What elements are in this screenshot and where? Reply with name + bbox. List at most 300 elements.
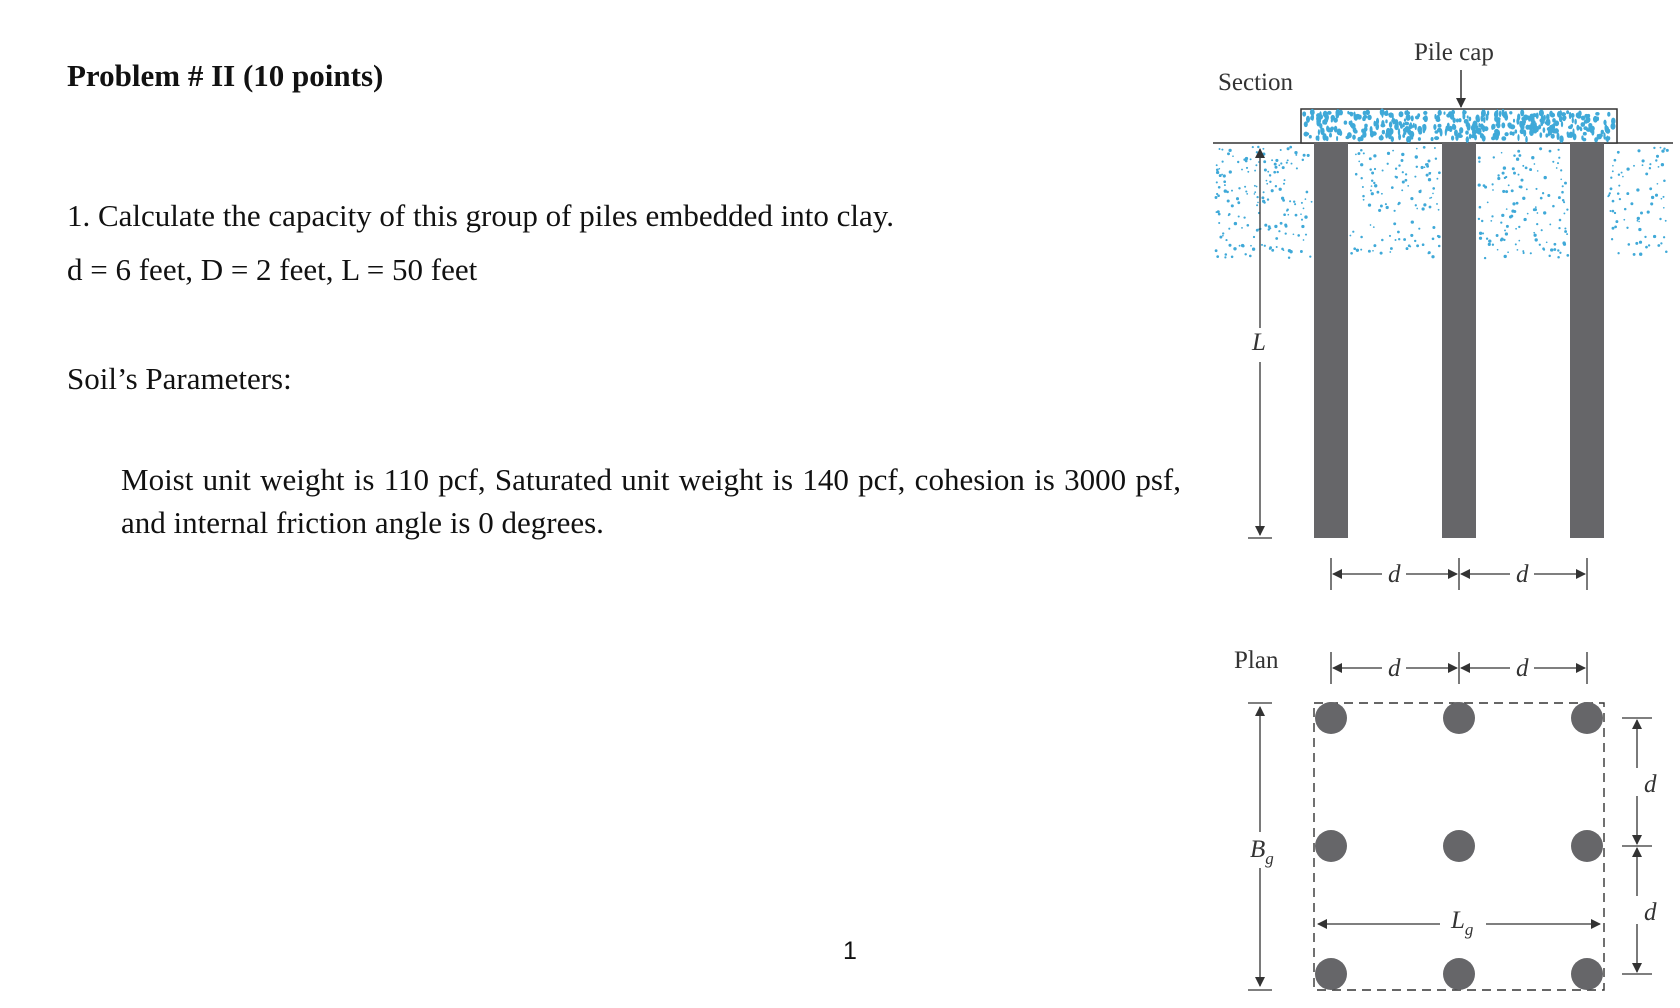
soil-speck: [1244, 186, 1246, 188]
soil-speck: [1508, 184, 1510, 186]
soil-speck: [1241, 227, 1243, 229]
soil-speck: [1246, 167, 1248, 169]
cap-aggregate: [1578, 126, 1581, 129]
soil-speck: [1492, 183, 1494, 185]
cap-aggregate: [1431, 137, 1434, 141]
soil-speck: [1257, 146, 1259, 148]
cap-aggregate: [1513, 119, 1515, 123]
cap-aggregate: [1559, 135, 1563, 143]
soil-speck: [1513, 154, 1516, 157]
cap-aggregate: [1373, 121, 1375, 127]
cap-aggregate: [1559, 110, 1562, 116]
soil-speck: [1612, 200, 1615, 203]
soil-speck: [1624, 208, 1627, 211]
cap-aggregate: [1610, 123, 1615, 130]
soil-speck: [1526, 188, 1528, 190]
cap-aggregate: [1607, 112, 1610, 117]
soil-speck: [1557, 149, 1559, 151]
section-view: [1213, 39, 1673, 590]
soil-speck: [1559, 219, 1562, 222]
soil-speck: [1219, 236, 1222, 239]
soil-speck: [1566, 233, 1568, 235]
cap-aggregate: [1595, 112, 1599, 116]
plan-pile-r1-c1: [1315, 702, 1347, 734]
soil-speck: [1279, 188, 1282, 191]
group-width-label: B: [1250, 836, 1266, 863]
soil-speck: [1560, 169, 1562, 171]
soil-speck: [1401, 159, 1404, 162]
soil-speck: [1559, 252, 1561, 254]
soil-speck: [1373, 154, 1376, 157]
soil-speck: [1263, 191, 1265, 193]
soil-speck: [1238, 215, 1240, 217]
soil-speck: [1395, 239, 1397, 241]
soil-speck: [1228, 228, 1230, 230]
soil-speck: [1617, 192, 1620, 195]
soil-speck: [1516, 202, 1519, 205]
cap-aggregate: [1522, 120, 1526, 123]
soil-speck: [1663, 236, 1665, 238]
plan-label: Plan: [1234, 647, 1279, 674]
soil-speck: [1264, 245, 1266, 247]
soil-speck: [1617, 151, 1620, 154]
soil-speck: [1289, 146, 1292, 149]
soil-speck: [1381, 193, 1383, 195]
cap-aggregate: [1391, 119, 1395, 123]
plan-view: [1234, 647, 1657, 990]
cap-aggregate: [1606, 136, 1609, 143]
soil-speck: [1257, 202, 1259, 204]
soil-speck: [1637, 220, 1639, 222]
soil-speck: [1501, 152, 1503, 154]
soil-speck: [1358, 161, 1360, 163]
soil-speck: [1430, 172, 1432, 174]
cap-aggregate: [1467, 123, 1471, 130]
soil-speck: [1266, 180, 1268, 182]
cap-aggregate: [1563, 116, 1566, 120]
soil-speck: [1287, 147, 1290, 150]
soil-speck: [1512, 167, 1515, 170]
soil-speck: [1649, 163, 1651, 165]
soil-speck: [1640, 212, 1643, 215]
soil-speck: [1231, 256, 1234, 259]
soil-speck: [1478, 218, 1480, 220]
soil-speck: [1377, 191, 1380, 194]
soil-speck: [1410, 234, 1413, 237]
soil-speck: [1436, 203, 1438, 205]
soil-speck: [1394, 210, 1396, 212]
soil-speck: [1554, 243, 1557, 246]
cap-aggregate: [1382, 130, 1385, 134]
cap-aggregate: [1411, 115, 1414, 121]
soil-speck: [1484, 186, 1487, 189]
soil-speck: [1371, 185, 1373, 187]
soil-speck: [1635, 242, 1638, 245]
soil-speck: [1398, 202, 1401, 205]
soil-speck: [1661, 149, 1664, 152]
soil-speck: [1488, 239, 1491, 242]
soil-speck: [1395, 176, 1397, 178]
soil-speck: [1418, 228, 1420, 230]
soil-speck: [1281, 197, 1284, 200]
cap-aggregate: [1380, 124, 1385, 128]
cap-aggregate: [1574, 119, 1577, 125]
soil-speck: [1479, 232, 1482, 235]
soil-speck: [1406, 247, 1409, 250]
cap-aggregate: [1546, 114, 1550, 121]
soil-speck: [1283, 249, 1285, 251]
soil-speck: [1253, 236, 1255, 238]
soil-speck: [1356, 249, 1359, 252]
cap-aggregate: [1481, 110, 1485, 117]
soil-speck: [1642, 159, 1645, 162]
soil-speck: [1420, 189, 1422, 191]
soil-speck: [1378, 209, 1381, 212]
soil-speck: [1479, 237, 1482, 240]
cap-aggregate: [1454, 130, 1458, 136]
soil-speck: [1369, 168, 1371, 170]
soil-speck: [1647, 211, 1650, 214]
soil-speck: [1216, 255, 1219, 258]
soil-speck: [1283, 213, 1286, 216]
soil-speck: [1415, 204, 1417, 206]
soil-speck: [1218, 213, 1221, 216]
soil-speck: [1306, 191, 1309, 194]
soil-speck: [1617, 252, 1619, 254]
soil-speck: [1363, 199, 1365, 201]
soil-speck: [1507, 251, 1509, 253]
soil-speck: [1224, 184, 1226, 186]
cap-aggregate: [1334, 126, 1338, 133]
cap-aggregate: [1514, 129, 1517, 133]
soil-speck: [1534, 163, 1536, 165]
soil-speck: [1623, 219, 1625, 221]
cap-aggregate: [1549, 111, 1553, 117]
question-text: 1. Calculate the capacity of this group of piles embedded into clay.: [67, 198, 894, 233]
cap-aggregate: [1509, 111, 1512, 114]
cap-aggregate: [1434, 136, 1439, 140]
soil-speck: [1506, 225, 1509, 228]
cap-aggregate: [1353, 112, 1355, 118]
soil-speck: [1282, 166, 1285, 169]
cap-aggregate: [1446, 114, 1451, 118]
soil-speck: [1291, 163, 1293, 165]
soil-speck: [1274, 166, 1277, 169]
cap-aggregate: [1339, 110, 1343, 116]
soil-speck: [1633, 165, 1635, 167]
soil-speck: [1402, 180, 1405, 183]
soil-speck: [1293, 201, 1295, 203]
soil-speck: [1527, 213, 1529, 215]
soil-speck: [1621, 172, 1623, 174]
soil-speck: [1608, 194, 1610, 196]
soil-speck: [1503, 166, 1506, 169]
soil-speck: [1655, 159, 1657, 161]
soil-speck: [1294, 151, 1297, 154]
cap-aggregate: [1543, 127, 1546, 133]
cap-aggregate: [1398, 121, 1402, 126]
soil-speck: [1479, 206, 1482, 209]
cap-aggregate: [1451, 114, 1454, 119]
soil-speck: [1355, 154, 1357, 156]
soil-speck: [1649, 187, 1652, 190]
soil-speck: [1370, 224, 1372, 226]
soil-speck: [1663, 147, 1665, 149]
cap-aggregate: [1302, 111, 1306, 116]
soil-speck: [1244, 253, 1246, 255]
soil-speck: [1484, 257, 1486, 259]
soil-speck: [1222, 232, 1224, 234]
soil-speck: [1216, 164, 1218, 166]
soil-speck: [1429, 206, 1432, 209]
soil-speck: [1416, 244, 1419, 247]
soil-speck: [1288, 249, 1291, 252]
cap-aggregate: [1329, 133, 1332, 138]
soil-speck: [1628, 243, 1631, 246]
soil-speck: [1496, 234, 1499, 237]
soil-speck: [1397, 231, 1400, 234]
cap-aggregate: [1525, 136, 1528, 143]
soil-speck: [1287, 159, 1289, 161]
soil-speck: [1531, 156, 1534, 159]
soil-speck: [1478, 161, 1480, 163]
soil-speck: [1254, 191, 1256, 193]
soil-speck: [1666, 149, 1669, 152]
plan-spacing-dimension: [1331, 652, 1587, 684]
soil-speck: [1374, 184, 1377, 187]
soil-speck: [1258, 161, 1260, 163]
cap-aggregate: [1536, 113, 1539, 119]
soil-speck: [1221, 149, 1223, 151]
soil-speck: [1254, 193, 1256, 195]
soil-speck: [1649, 167, 1651, 169]
soil-speck: [1562, 185, 1564, 187]
soil-speck: [1374, 168, 1376, 170]
soil-speck: [1266, 183, 1268, 185]
cap-aggregate: [1398, 128, 1400, 136]
cap-aggregate: [1381, 111, 1383, 118]
soil-speck: [1428, 178, 1431, 181]
soil-speck: [1434, 147, 1436, 149]
cap-aggregate: [1413, 123, 1415, 128]
soil-heading: Soil’s Parameters:: [67, 361, 292, 396]
soil-speck: [1250, 158, 1252, 160]
plan-pile-r1-c2: [1443, 702, 1475, 734]
section-label: Section: [1218, 69, 1293, 96]
soil-speck: [1300, 250, 1303, 253]
soil-speck: [1665, 220, 1667, 222]
plan-pile-r1-c3: [1571, 702, 1603, 734]
spacing-label: d: [1388, 561, 1401, 588]
soil-speck: [1294, 203, 1296, 205]
soil-speck: [1262, 153, 1265, 156]
soil-speck: [1552, 205, 1555, 208]
soil-speck: [1216, 168, 1219, 171]
soil-speck: [1405, 179, 1408, 182]
soil-speck: [1504, 255, 1507, 258]
soil-speck: [1558, 227, 1560, 229]
cap-aggregate: [1539, 132, 1542, 138]
cap-aggregate: [1551, 134, 1555, 139]
soil-speck: [1549, 223, 1551, 225]
soil-speck: [1522, 197, 1525, 200]
cap-aggregate: [1361, 129, 1365, 133]
soil-speck: [1385, 203, 1387, 205]
soil-speck: [1254, 170, 1256, 172]
cap-aggregate: [1596, 117, 1599, 121]
soil-speck: [1405, 173, 1407, 175]
cap-aggregate: [1482, 134, 1485, 140]
soil-speck: [1660, 147, 1662, 149]
soil-speck: [1274, 163, 1277, 166]
cap-aggregate: [1318, 114, 1323, 120]
soil-speck: [1247, 171, 1249, 173]
soil-speck: [1371, 192, 1374, 195]
soil-speck: [1553, 248, 1556, 251]
soil-speck: [1262, 200, 1265, 203]
soil-speck: [1218, 222, 1220, 224]
cap-aggregate: [1357, 137, 1361, 142]
soil-speck: [1275, 159, 1278, 162]
spacing-label: d: [1388, 655, 1401, 682]
soil-speck: [1610, 177, 1612, 179]
cap-aggregate: [1588, 126, 1590, 129]
soil-speck: [1512, 202, 1515, 205]
soil-speck: [1424, 166, 1426, 168]
soil-speck: [1659, 218, 1661, 220]
soil-speck: [1436, 178, 1438, 180]
plan-right-spacing-dimension: [1622, 718, 1657, 974]
soil-speck: [1562, 199, 1565, 202]
cap-aggregate: [1561, 121, 1563, 127]
soil-speck: [1263, 160, 1266, 163]
cap-aggregate: [1306, 116, 1310, 123]
soil-speck: [1363, 152, 1365, 154]
soil-speck: [1361, 177, 1363, 179]
cap-aggregate: [1317, 135, 1319, 141]
soil-speck: [1500, 237, 1503, 240]
cap-aggregate: [1436, 118, 1441, 122]
cap-aggregate: [1475, 115, 1479, 122]
cap-aggregate: [1545, 121, 1549, 125]
cap-aggregate: [1458, 118, 1461, 122]
soil-speck: [1304, 215, 1307, 218]
soil-speck: [1303, 154, 1306, 157]
soil-speck: [1502, 172, 1505, 175]
soil-speck: [1516, 158, 1519, 161]
soil-speck: [1352, 231, 1354, 233]
cap-aggregate: [1405, 126, 1410, 133]
soil-speck: [1533, 208, 1536, 211]
soil-speck: [1386, 206, 1389, 209]
cap-aggregate: [1517, 134, 1519, 141]
soil-speck: [1558, 157, 1560, 159]
cap-aggregate: [1601, 130, 1604, 134]
soil-speck: [1544, 176, 1547, 179]
soil-speck: [1371, 172, 1374, 175]
soil-speck: [1542, 247, 1545, 250]
cap-aggregate: [1471, 127, 1475, 131]
soil-speck: [1657, 183, 1659, 185]
soil-speck: [1252, 146, 1254, 148]
cap-aggregate: [1578, 111, 1582, 117]
cap-aggregate: [1568, 125, 1573, 129]
soil-speck: [1256, 186, 1258, 188]
cap-aggregate: [1566, 110, 1569, 114]
cap-aggregate: [1418, 130, 1422, 134]
cap-aggregate: [1510, 124, 1515, 129]
soil-speck: [1517, 249, 1519, 251]
cap-aggregate: [1355, 114, 1360, 118]
soil-speck: [1651, 196, 1654, 199]
soil-speck: [1231, 190, 1233, 192]
cap-aggregate: [1409, 124, 1414, 128]
soil-speck: [1280, 162, 1282, 164]
soil-speck: [1614, 226, 1617, 229]
soil-speck: [1557, 162, 1559, 164]
soil-speck: [1216, 211, 1218, 213]
soil-speck: [1488, 243, 1491, 246]
soil-speck: [1539, 147, 1542, 150]
cap-aggregate: [1571, 113, 1575, 118]
soil-speck: [1271, 249, 1274, 252]
cap-aggregate: [1581, 116, 1585, 121]
cap-aggregate: [1549, 125, 1553, 129]
soil-speck: [1303, 239, 1305, 241]
soil-parameters: Moist unit weight is 110 pcf, Saturated unit weight is 140 pcf, cohesion is 3000 psf, and internal friction angle is 0 degrees.: [121, 462, 1181, 540]
soil-speck: [1564, 182, 1567, 185]
soil-speck: [1618, 185, 1620, 187]
soil-speck: [1423, 146, 1426, 149]
soil-speck: [1438, 235, 1441, 238]
soil-speck: [1409, 246, 1411, 248]
soil-speck: [1360, 163, 1363, 166]
soil-speck: [1518, 226, 1520, 228]
soil-speck: [1438, 171, 1441, 174]
soil-speck: [1505, 190, 1508, 193]
soil-speck: [1626, 192, 1629, 195]
soil-speck: [1284, 179, 1286, 181]
cap-aggregate: [1583, 132, 1587, 136]
cap-aggregate: [1469, 117, 1472, 122]
cap-aggregate: [1424, 115, 1428, 122]
soil-speck: [1227, 152, 1230, 155]
cap-aggregate: [1406, 114, 1411, 121]
soil-speck: [1536, 223, 1538, 225]
soil-speck: [1224, 256, 1226, 258]
cap-aggregate: [1598, 134, 1603, 138]
cap-aggregate: [1336, 113, 1340, 119]
soil-speck: [1256, 196, 1258, 198]
soil-speck: [1612, 210, 1615, 213]
soil-speck: [1305, 234, 1307, 236]
soil-speck: [1542, 192, 1544, 194]
cap-aggregate: [1501, 122, 1505, 128]
soil-speck: [1550, 248, 1553, 251]
soil-speck: [1398, 238, 1400, 240]
soil-speck: [1269, 227, 1271, 229]
soil-speck: [1426, 174, 1429, 177]
spacing-label: d: [1516, 655, 1529, 682]
soil-speck: [1428, 252, 1430, 254]
soil-speck: [1401, 189, 1403, 191]
soil-speck: [1432, 187, 1435, 190]
cap-aggregate: [1524, 115, 1528, 120]
soil-speck: [1653, 147, 1655, 149]
given-values: d = 6 feet, D = 2 feet, L = 50 feet: [67, 252, 478, 287]
soil-speck: [1493, 156, 1495, 158]
soil-speck: [1511, 189, 1514, 192]
